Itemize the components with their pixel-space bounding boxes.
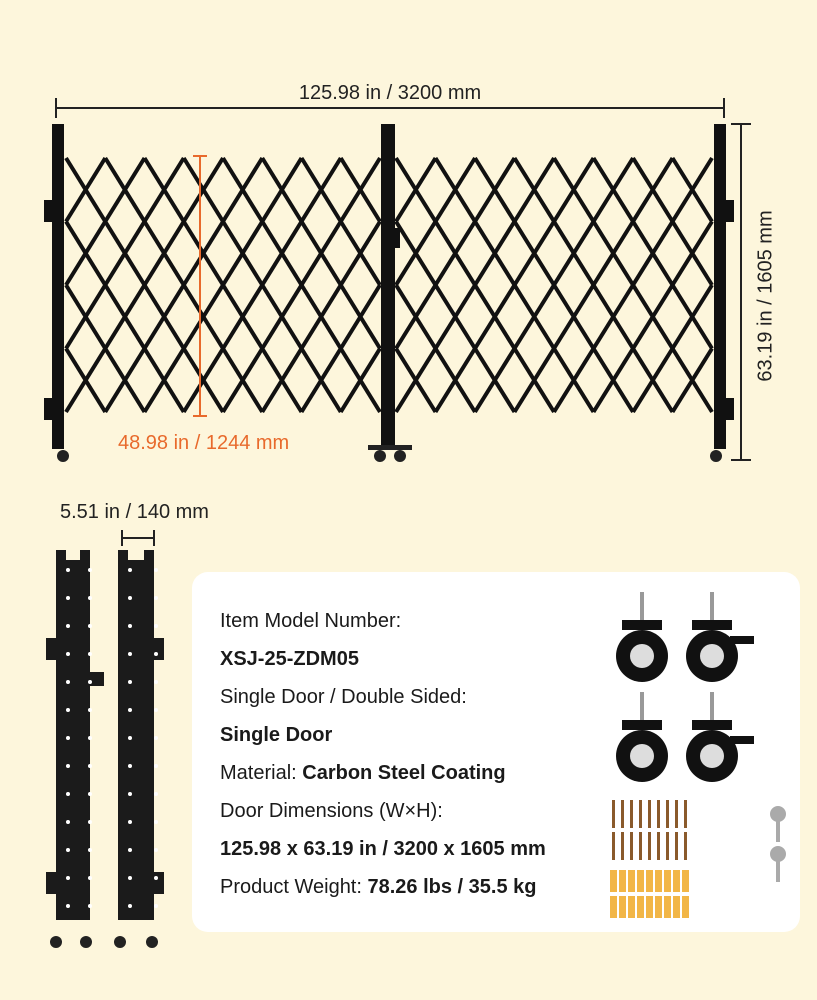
weight-value: 78.26 lbs / 35.5 kg [367,876,537,898]
material-value: Carbon Steel Coating [302,762,506,784]
door-dimensions-label: Door Dimensions (W×H): [220,800,443,822]
expanded-gate-illustration [0,0,817,480]
opening-gap-label: 48.98 in / 1244 mm [118,432,290,454]
lattice-right-panel [396,158,712,412]
width-dimension-label: 125.98 in / 3200 mm [298,82,482,104]
model-label: Item Model Number: [220,610,402,632]
screws-and-anchors [610,800,689,918]
accessories-illustration [592,582,792,922]
keys-icon [770,806,786,882]
folded-gate-illustration [0,520,190,960]
spec-card [192,572,800,932]
material-label: Material: [220,762,303,784]
model-value: XSJ-25-ZDM05 [220,648,359,670]
door-type-label: Single Door / Double Sided: [220,686,467,708]
depth-dimension-line [122,530,154,546]
door-dimensions-value: 125.98 x 63.19 in / 3200 x 1605 mm [220,838,546,860]
lattice-left-panel [66,158,380,412]
caster-wheels [616,592,754,782]
height-dimension-label: 63.19 in / 1605 mm [754,210,777,382]
weight-label: Product Weight: [220,876,368,898]
door-type-value: Single Door [220,724,333,746]
folded-depth-label: 5.51 in / 140 mm [60,501,209,523]
